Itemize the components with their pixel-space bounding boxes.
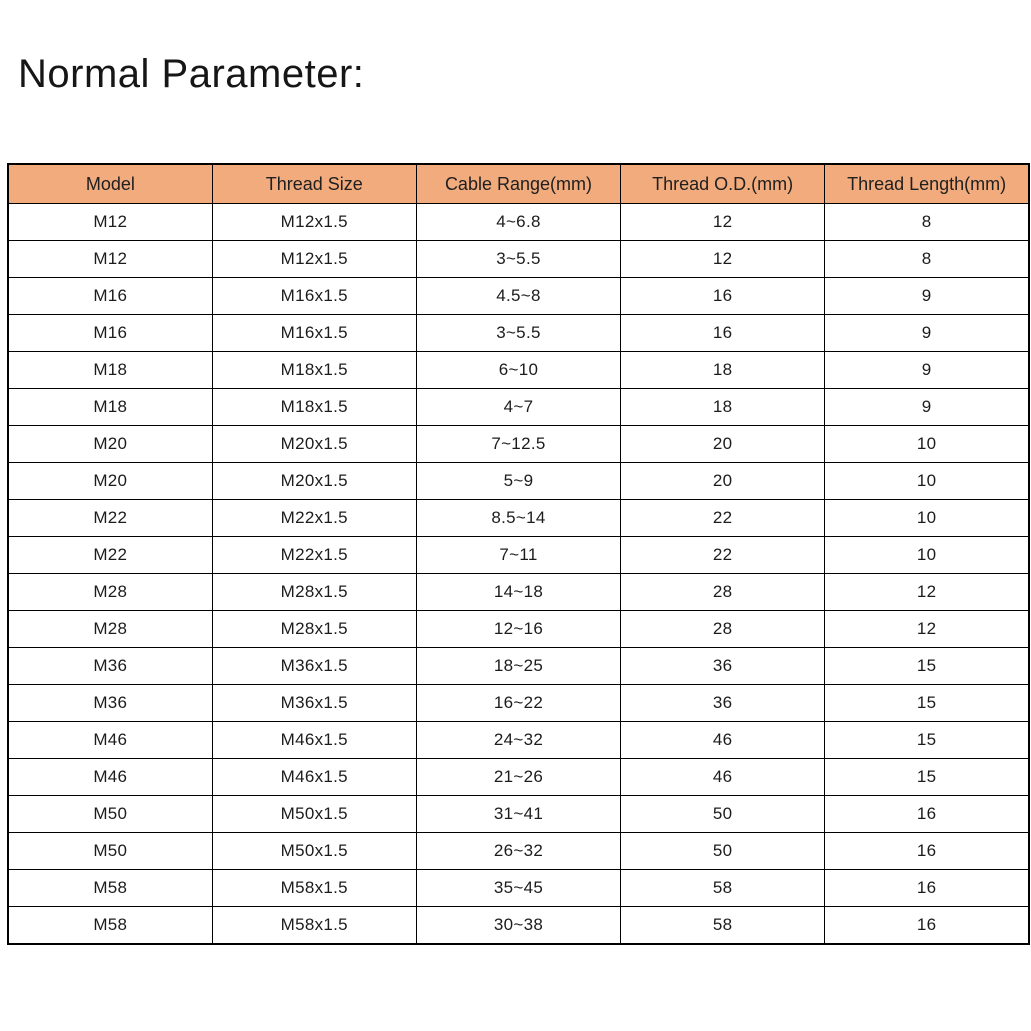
cell-thread-size: M50x1.5 xyxy=(212,796,416,833)
cell-model: M46 xyxy=(8,759,212,796)
cell-model: M18 xyxy=(8,389,212,426)
cell-thread-length: 15 xyxy=(825,759,1029,796)
cell-thread-od: 18 xyxy=(621,389,825,426)
cell-model: M58 xyxy=(8,907,212,945)
table-row xyxy=(8,241,1029,278)
cell-thread-size: M22x1.5 xyxy=(212,500,416,537)
column-header-cable-range: Cable Range(mm) xyxy=(416,164,620,204)
cell-cable-range: 8.5~14 xyxy=(416,500,620,537)
cell-model: M50 xyxy=(8,833,212,870)
table-header-row xyxy=(8,164,1029,204)
cell-cable-range: 24~32 xyxy=(416,722,620,759)
cell-thread-length: 15 xyxy=(825,685,1029,722)
cell-thread-length: 16 xyxy=(825,796,1029,833)
cell-model: M50 xyxy=(8,796,212,833)
cell-cable-range: 7~11 xyxy=(416,537,620,574)
table-row xyxy=(8,907,1029,945)
table-row xyxy=(8,537,1029,574)
column-header-thread-od: Thread O.D.(mm) xyxy=(621,164,825,204)
cell-model: M36 xyxy=(8,648,212,685)
cell-thread-size: M20x1.5 xyxy=(212,463,416,500)
table-row xyxy=(8,426,1029,463)
table-row xyxy=(8,685,1029,722)
cell-thread-size: M18x1.5 xyxy=(212,389,416,426)
cell-model: M12 xyxy=(8,241,212,278)
cell-model: M12 xyxy=(8,204,212,241)
cell-cable-range: 3~5.5 xyxy=(416,315,620,352)
cell-thread-length: 16 xyxy=(825,870,1029,907)
cell-model: M28 xyxy=(8,574,212,611)
cell-cable-range: 26~32 xyxy=(416,833,620,870)
cell-cable-range: 4~7 xyxy=(416,389,620,426)
cell-thread-od: 22 xyxy=(621,537,825,574)
cell-thread-length: 9 xyxy=(825,389,1029,426)
cell-model: M22 xyxy=(8,537,212,574)
cell-thread-od: 22 xyxy=(621,500,825,537)
cell-thread-od: 36 xyxy=(621,685,825,722)
table-row xyxy=(8,833,1029,870)
table-row xyxy=(8,463,1029,500)
table-row xyxy=(8,315,1029,352)
cell-model: M36 xyxy=(8,685,212,722)
cell-cable-range: 35~45 xyxy=(416,870,620,907)
cell-model: M16 xyxy=(8,315,212,352)
cell-thread-od: 36 xyxy=(621,648,825,685)
cell-thread-size: M58x1.5 xyxy=(212,907,416,945)
cell-thread-size: M36x1.5 xyxy=(212,648,416,685)
cell-thread-length: 10 xyxy=(825,426,1029,463)
cell-model: M20 xyxy=(8,463,212,500)
cell-thread-od: 12 xyxy=(621,204,825,241)
parameter-table xyxy=(7,163,1030,945)
cell-cable-range: 18~25 xyxy=(416,648,620,685)
cell-thread-od: 16 xyxy=(621,278,825,315)
cell-cable-range: 6~10 xyxy=(416,352,620,389)
cell-thread-size: M16x1.5 xyxy=(212,315,416,352)
page-title: Normal Parameter: xyxy=(18,52,365,96)
cell-thread-od: 18 xyxy=(621,352,825,389)
cell-thread-length: 16 xyxy=(825,833,1029,870)
cell-thread-od: 12 xyxy=(621,241,825,278)
cell-cable-range: 4.5~8 xyxy=(416,278,620,315)
cell-cable-range: 12~16 xyxy=(416,611,620,648)
table-row xyxy=(8,870,1029,907)
cell-cable-range: 3~5.5 xyxy=(416,241,620,278)
cell-thread-od: 46 xyxy=(621,722,825,759)
cell-cable-range: 16~22 xyxy=(416,685,620,722)
column-header-model: Model xyxy=(8,164,212,204)
cell-thread-size: M50x1.5 xyxy=(212,833,416,870)
table-body xyxy=(8,204,1029,945)
cell-thread-length: 10 xyxy=(825,537,1029,574)
cell-thread-length: 10 xyxy=(825,463,1029,500)
cell-cable-range: 14~18 xyxy=(416,574,620,611)
cell-cable-range: 7~12.5 xyxy=(416,426,620,463)
cell-thread-od: 16 xyxy=(621,315,825,352)
cell-model: M20 xyxy=(8,426,212,463)
cell-thread-od: 58 xyxy=(621,907,825,945)
cell-cable-range: 4~6.8 xyxy=(416,204,620,241)
cell-thread-length: 8 xyxy=(825,241,1029,278)
cell-thread-size: M16x1.5 xyxy=(212,278,416,315)
cell-thread-od: 50 xyxy=(621,833,825,870)
table-row xyxy=(8,352,1029,389)
cell-thread-length: 16 xyxy=(825,907,1029,945)
cell-thread-size: M28x1.5 xyxy=(212,611,416,648)
cell-thread-length: 15 xyxy=(825,722,1029,759)
cell-cable-range: 31~41 xyxy=(416,796,620,833)
cell-thread-length: 15 xyxy=(825,648,1029,685)
table-row xyxy=(8,648,1029,685)
cell-thread-od: 28 xyxy=(621,574,825,611)
table-row xyxy=(8,611,1029,648)
table-row xyxy=(8,500,1029,537)
cell-thread-length: 8 xyxy=(825,204,1029,241)
table-row xyxy=(8,796,1029,833)
cell-thread-length: 9 xyxy=(825,278,1029,315)
table-row xyxy=(8,278,1029,315)
cell-model: M22 xyxy=(8,500,212,537)
cell-thread-od: 28 xyxy=(621,611,825,648)
table-row xyxy=(8,759,1029,796)
cell-cable-range: 5~9 xyxy=(416,463,620,500)
cell-thread-size: M22x1.5 xyxy=(212,537,416,574)
table-row xyxy=(8,574,1029,611)
table-row xyxy=(8,204,1029,241)
cell-thread-size: M46x1.5 xyxy=(212,759,416,796)
cell-thread-length: 12 xyxy=(825,574,1029,611)
cell-thread-length: 9 xyxy=(825,352,1029,389)
cell-thread-size: M36x1.5 xyxy=(212,685,416,722)
cell-thread-od: 20 xyxy=(621,463,825,500)
cell-thread-od: 50 xyxy=(621,796,825,833)
cell-thread-size: M12x1.5 xyxy=(212,241,416,278)
cell-thread-size: M28x1.5 xyxy=(212,574,416,611)
cell-model: M58 xyxy=(8,870,212,907)
cell-thread-length: 12 xyxy=(825,611,1029,648)
cell-model: M28 xyxy=(8,611,212,648)
cell-cable-range: 21~26 xyxy=(416,759,620,796)
cell-model: M16 xyxy=(8,278,212,315)
cell-thread-size: M12x1.5 xyxy=(212,204,416,241)
cell-model: M46 xyxy=(8,722,212,759)
cell-thread-size: M18x1.5 xyxy=(212,352,416,389)
cell-cable-range: 30~38 xyxy=(416,907,620,945)
column-header-thread-length: Thread Length(mm) xyxy=(825,164,1029,204)
cell-thread-od: 20 xyxy=(621,426,825,463)
cell-thread-size: M46x1.5 xyxy=(212,722,416,759)
column-header-thread-size: Thread Size xyxy=(212,164,416,204)
table-row xyxy=(8,722,1029,759)
cell-thread-length: 10 xyxy=(825,500,1029,537)
table-row xyxy=(8,389,1029,426)
cell-model: M18 xyxy=(8,352,212,389)
cell-thread-size: M20x1.5 xyxy=(212,426,416,463)
cell-thread-length: 9 xyxy=(825,315,1029,352)
cell-thread-size: M58x1.5 xyxy=(212,870,416,907)
cell-thread-od: 58 xyxy=(621,870,825,907)
cell-thread-od: 46 xyxy=(621,759,825,796)
